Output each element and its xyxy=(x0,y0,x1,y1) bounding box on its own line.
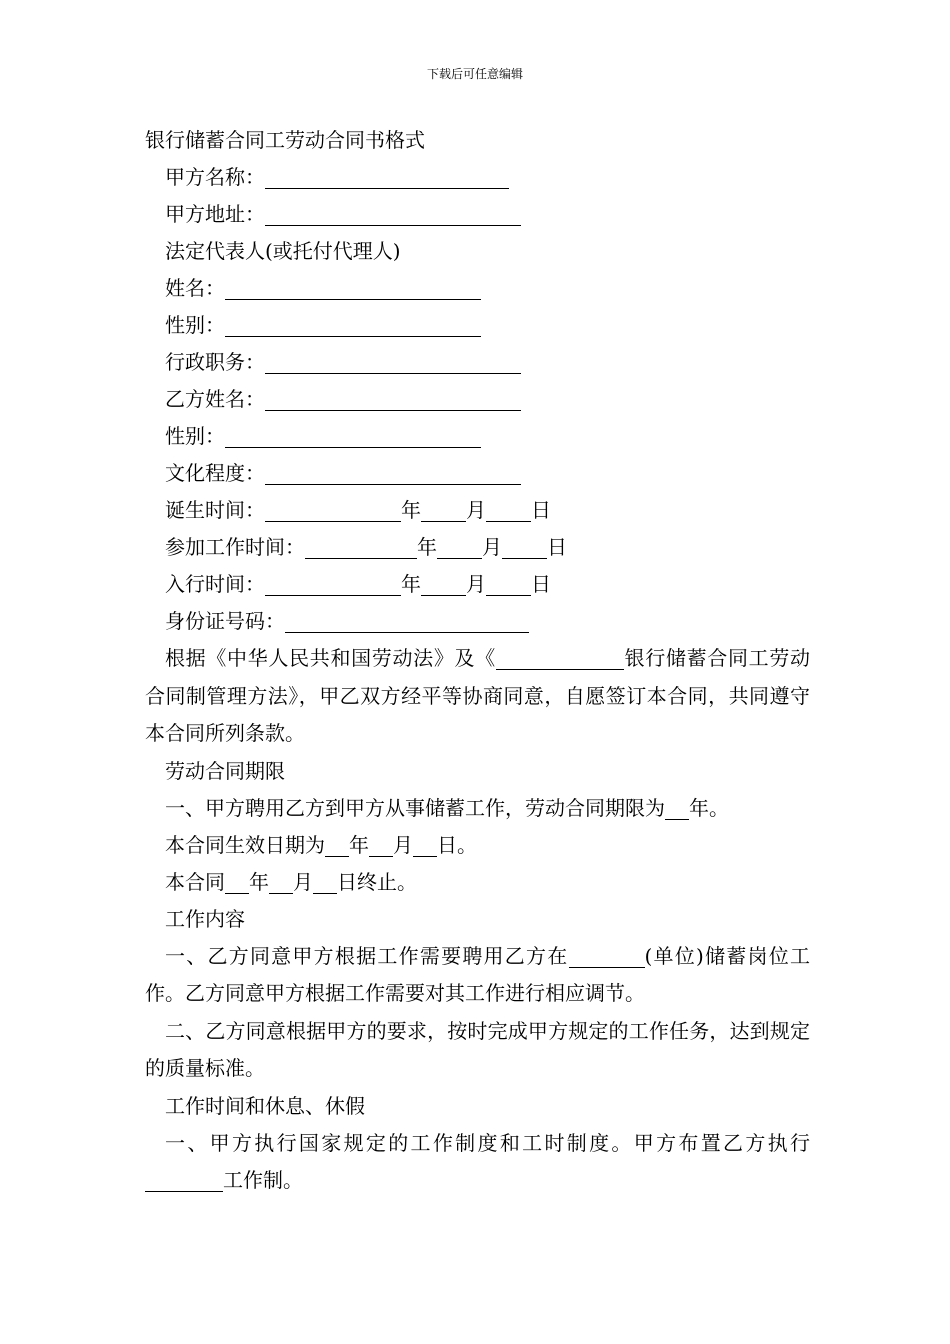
work-item-1-text-a: 一、乙方同意甲方根据工作需要聘用乙方在 xyxy=(165,943,569,968)
party-b-name-row xyxy=(145,381,810,418)
b-education-label: 文化程度： xyxy=(165,461,265,485)
b-work-start-label: 参加工作时间： xyxy=(165,535,305,559)
b-birth-month-blank[interactable] xyxy=(421,500,466,522)
b-work-start-row xyxy=(145,529,810,566)
hours-item-1 xyxy=(145,1125,810,1200)
party-b-name-blank[interactable] xyxy=(265,389,521,411)
year-unit: 年 xyxy=(401,572,421,596)
bank-name-blank[interactable] xyxy=(496,648,624,670)
work-unit-blank[interactable] xyxy=(569,946,645,968)
month-unit: 月 xyxy=(466,572,486,596)
day-unit: 日 xyxy=(547,535,567,559)
b-work-start-month-blank[interactable] xyxy=(437,537,482,559)
work-content-item-1 xyxy=(145,938,810,1013)
party-a-address-blank[interactable] xyxy=(265,204,521,226)
hours-item-1-text-b: 工作制。 xyxy=(223,1168,303,1192)
contract-document xyxy=(145,122,810,1200)
b-join-bank-day-blank[interactable] xyxy=(486,574,531,596)
section-term-title: 劳动合同期限 xyxy=(165,758,285,783)
intro-paragraph xyxy=(145,640,810,753)
month-unit: 月 xyxy=(466,498,486,522)
effective-text-a: 本合同生效日期为 xyxy=(165,832,325,857)
b-join-bank-row xyxy=(145,566,810,603)
work-system-blank[interactable] xyxy=(145,1170,223,1192)
b-gender-label: 性别： xyxy=(165,424,225,448)
section-hours-title: 工作时间和休息、休假 xyxy=(165,1093,365,1118)
rep-position-row xyxy=(145,344,810,381)
section-work-content-title: 工作内容 xyxy=(165,906,245,931)
page-header-note: 下载后可任意编辑 xyxy=(426,67,523,81)
b-join-bank-year-blank[interactable] xyxy=(265,574,401,596)
party-a-name-row xyxy=(145,159,810,196)
document-title: 银行储蓄合同工劳动合同书格式 xyxy=(145,128,425,152)
party-a-address-row xyxy=(145,196,810,233)
effective-text-d: 日。 xyxy=(437,832,477,857)
end-text-a: 本合同 xyxy=(165,869,225,894)
work-content-item-2: 二、乙方同意根据甲方的要求，按时完成甲方规定的工作任务，达到规定的质量标准。 xyxy=(145,1018,810,1080)
end-month-blank[interactable] xyxy=(269,872,293,894)
b-education-blank[interactable] xyxy=(265,463,521,485)
b-birth-year-blank[interactable] xyxy=(265,500,401,522)
term-years-blank[interactable] xyxy=(665,798,689,820)
section-term-item-1 xyxy=(145,790,810,827)
month-unit: 月 xyxy=(482,535,502,559)
rep-gender-row xyxy=(145,307,810,344)
b-gender-blank[interactable] xyxy=(225,426,481,448)
rep-name-row xyxy=(145,270,810,307)
rep-position-blank[interactable] xyxy=(265,352,521,374)
work-item-1-text-b: (单位)储蓄岗位工作。乙方同意甲方根据工作需要对其工作进行相应调节。 xyxy=(145,943,810,1005)
party-a-address-label: 甲方地址： xyxy=(165,202,265,226)
end-year-blank[interactable] xyxy=(225,872,249,894)
day-unit: 日 xyxy=(531,572,551,596)
effective-text-b: 年 xyxy=(349,832,369,857)
b-join-bank-month-blank[interactable] xyxy=(421,574,466,596)
effective-text-c: 月 xyxy=(393,832,413,857)
effective-day-blank[interactable] xyxy=(413,835,437,857)
b-birth-row xyxy=(145,492,810,529)
end-text-c: 月 xyxy=(293,869,313,894)
effective-year-blank[interactable] xyxy=(325,835,349,857)
year-unit: 年 xyxy=(401,498,421,522)
effective-month-blank[interactable] xyxy=(369,835,393,857)
day-unit: 日 xyxy=(531,498,551,522)
rep-gender-blank[interactable] xyxy=(225,315,481,337)
b-education-row xyxy=(145,455,810,492)
year-unit: 年 xyxy=(417,535,437,559)
party-a-name-blank[interactable] xyxy=(265,167,509,189)
end-day-blank[interactable] xyxy=(313,872,337,894)
term-item-1-text-a: 一、甲方聘用乙方到甲方从事储蓄工作，劳动合同期限为 xyxy=(165,795,665,820)
intro-text-b: 银行储蓄合同工劳动合同制管理方法》，甲乙双方经平等协商同意，自愿签订本合同，共同遵守本合同所列条款。 xyxy=(145,646,811,745)
b-id-blank[interactable] xyxy=(285,611,529,633)
rep-position-label: 行政职务： xyxy=(165,350,265,374)
b-id-row xyxy=(145,603,810,640)
rep-name-blank[interactable] xyxy=(225,278,481,300)
b-id-label: 身份证号码： xyxy=(165,609,285,633)
rep-name-label: 姓名： xyxy=(165,276,225,300)
effective-date-row xyxy=(145,827,810,864)
b-birth-day-blank[interactable] xyxy=(486,500,531,522)
legal-rep-label: 法定代表人(或托付代理人) xyxy=(165,239,401,263)
b-join-bank-label: 入行时间： xyxy=(165,572,265,596)
end-text-b: 年 xyxy=(249,869,269,894)
rep-gender-label: 性别： xyxy=(165,313,225,337)
b-work-start-day-blank[interactable] xyxy=(502,537,547,559)
b-gender-row xyxy=(145,418,810,455)
party-b-name-label: 乙方姓名： xyxy=(165,387,265,411)
end-date-row xyxy=(145,864,810,901)
b-work-start-year-blank[interactable] xyxy=(305,537,417,559)
intro-text-a: 根据《中华人民共和国劳动法》及《 xyxy=(165,646,496,670)
party-a-name-label: 甲方名称： xyxy=(165,165,265,189)
b-birth-label: 诞生时间： xyxy=(165,498,265,522)
hours-item-1-text-a: 一、甲方执行国家规定的工作制度和工时制度。甲方布置乙方执行 xyxy=(165,1130,810,1155)
end-text-d: 日终止。 xyxy=(337,869,417,894)
term-item-1-text-b: 年。 xyxy=(689,795,729,820)
